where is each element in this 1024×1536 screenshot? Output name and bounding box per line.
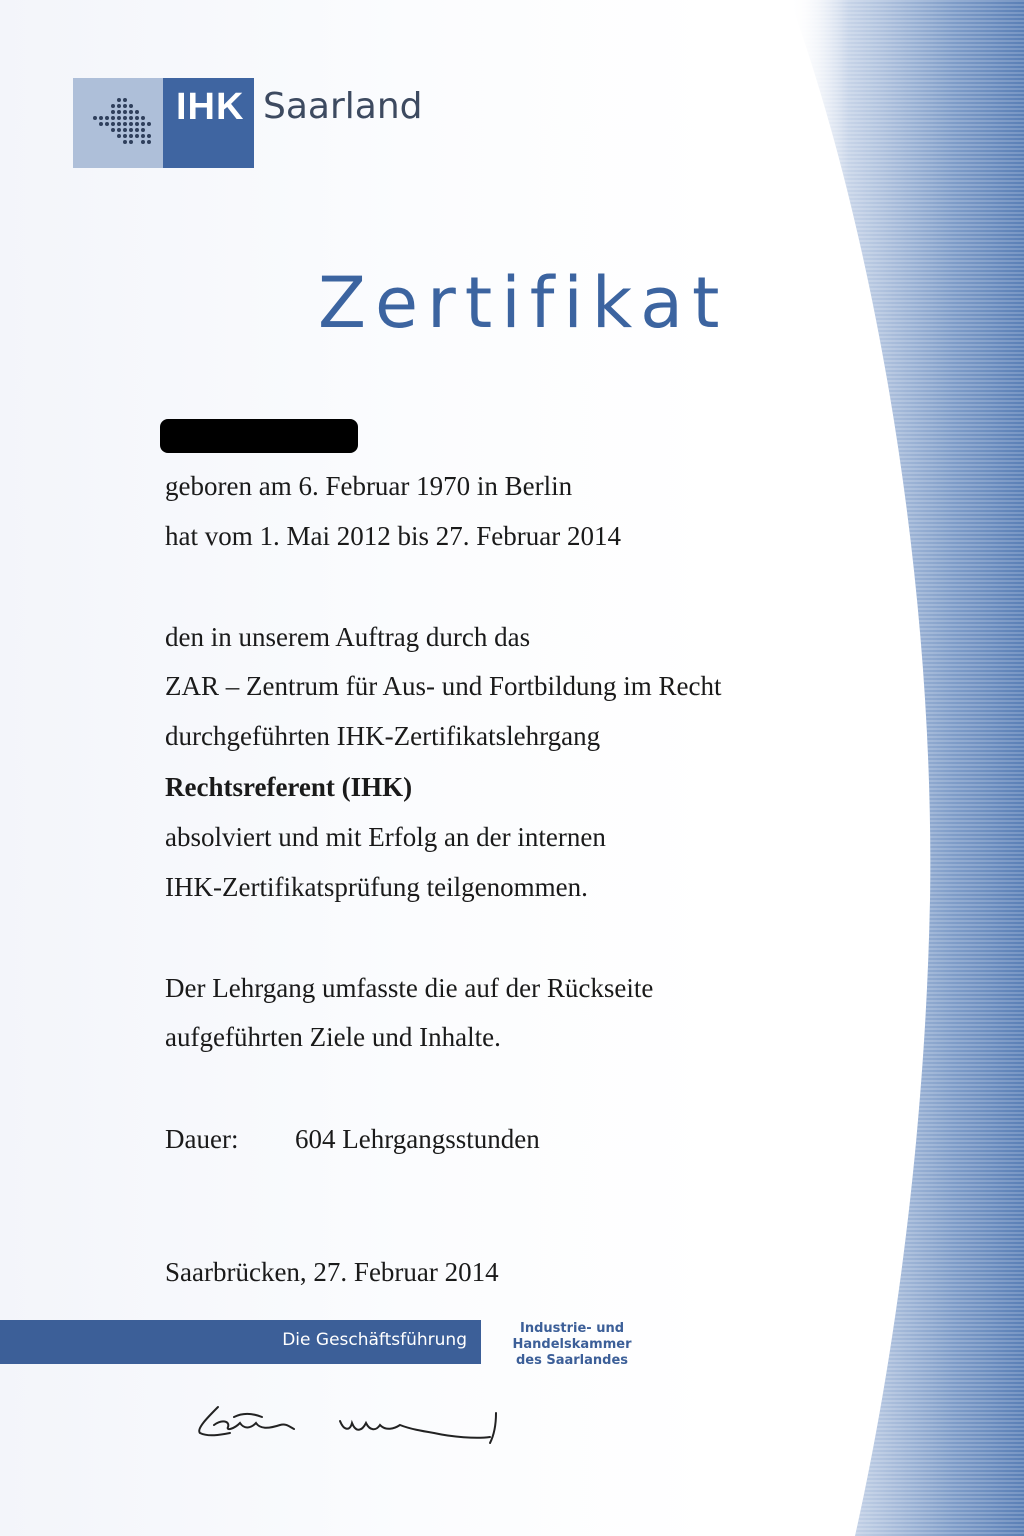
chamber-line-3: des Saarlandes xyxy=(515,1353,629,1368)
duration-label: Dauer: xyxy=(165,1124,239,1154)
redacted-name-bar xyxy=(160,419,358,453)
body-line-3: durchgeführten IHK-Zertifikatslehrgang xyxy=(165,721,601,751)
body-line-4: absolviert und mit Erfolg an der internen xyxy=(165,822,606,852)
place-date-line: Saarbrücken, 27. Februar 2014 xyxy=(165,1257,499,1287)
management-bar xyxy=(0,1320,481,1364)
body-line-2: ZAR – Zentrum für Aus- und Fortbildung im Recht xyxy=(165,671,722,701)
chamber-line-2: Handelskammer xyxy=(512,1337,632,1352)
body-line-1: den in unserem Auftrag durch das xyxy=(165,622,531,652)
course-name: Rechtsreferent (IHK) xyxy=(165,772,413,802)
duration-value: 604 Lehrgangsstunden xyxy=(295,1124,540,1154)
logo-region-text: Saarland xyxy=(263,86,423,127)
birth-line: geboren am 6. Februar 1970 in Berlin xyxy=(165,471,573,501)
saarland-dot-map-icon xyxy=(81,92,171,154)
management-label: Die Geschäftsführung xyxy=(282,1330,467,1350)
handwritten-signature xyxy=(190,1395,510,1465)
certificate-title: Zertifikat xyxy=(318,262,729,344)
chamber-name xyxy=(505,1321,639,1369)
body-line-7: aufgeführten Ziele und Inhalte. xyxy=(165,1022,501,1052)
logo-ihk-text: IHK xyxy=(176,86,245,128)
body-line-5: IHK-Zertifikatsprüfung teilgenommen. xyxy=(165,872,588,902)
body-line-6: Der Lehrgang umfasste die auf der Rückseite xyxy=(165,973,654,1003)
chamber-line-1: Industrie- und xyxy=(519,1321,625,1336)
period-line: hat vom 1. Mai 2012 bis 27. Februar 2014 xyxy=(165,521,621,551)
